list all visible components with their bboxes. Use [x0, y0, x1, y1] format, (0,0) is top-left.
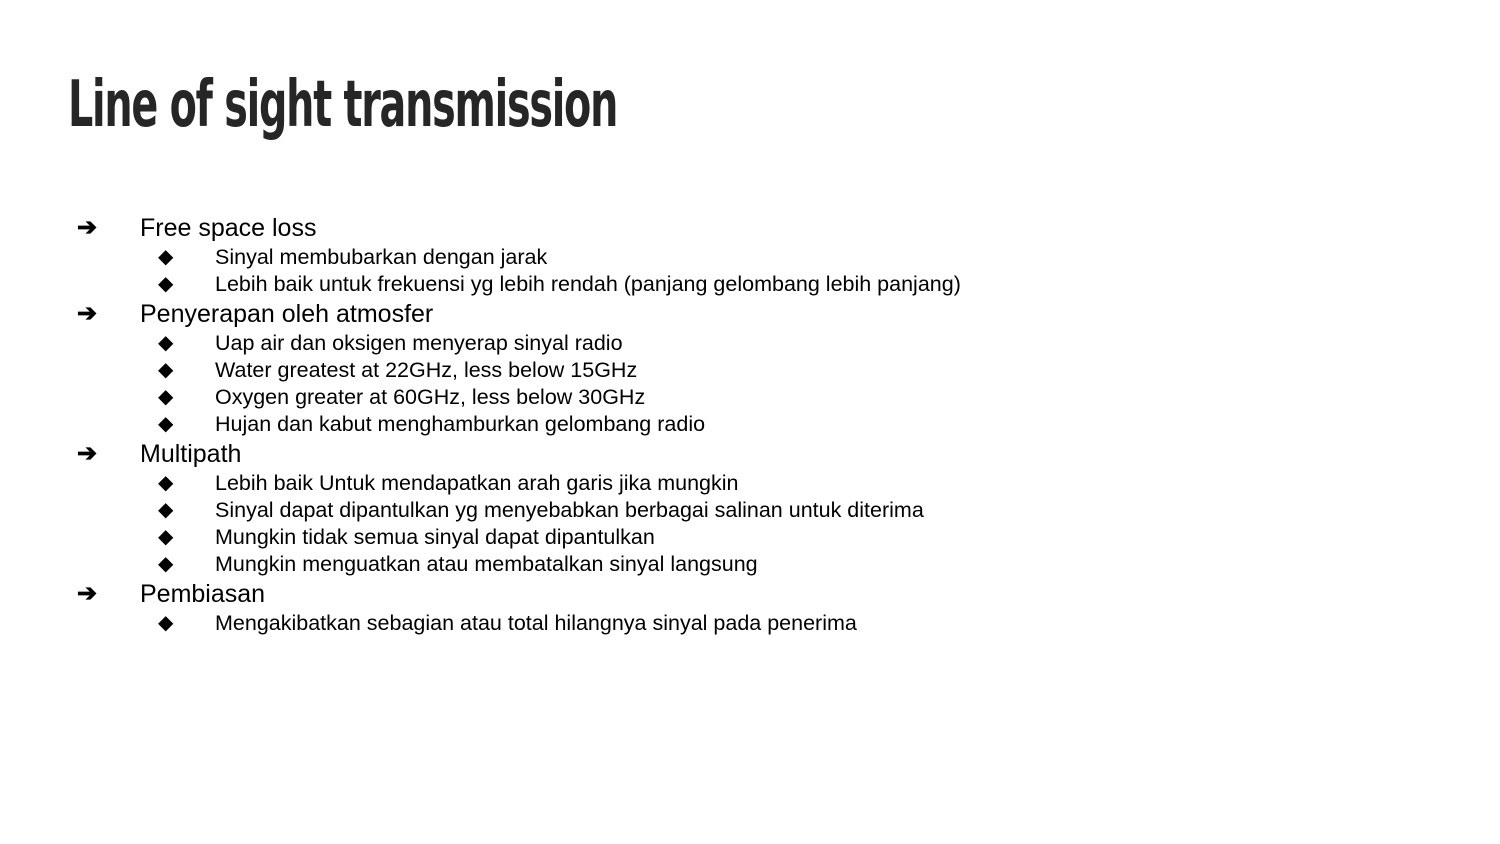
sub-bullet-text: Uap air dan oksigen menyerap sinyal radio — [215, 331, 623, 355]
arrow-bullet-icon: ➔ — [77, 580, 98, 607]
sub-bullet — [0, 271, 1500, 298]
sub-bullet — [0, 524, 1500, 551]
sub-bullet-text: Lebih baik untuk frekuensi yg lebih rendah (panjang gelombang lebih panjang) — [215, 272, 961, 296]
arrow-bullet-icon: ➔ — [77, 440, 98, 467]
diamond-bullet-icon: ◆ — [158, 246, 174, 268]
sub-bullet — [0, 551, 1500, 578]
sub-bullet — [0, 244, 1500, 271]
bullet-penyerapan-oleh-atmosfer — [0, 298, 1500, 330]
diamond-bullet-icon: ◆ — [158, 386, 174, 408]
bullet-text: Pembiasan — [140, 580, 266, 608]
sub-bullet-text: Mungkin menguatkan atau membatalkan sinyal langsung — [215, 552, 758, 576]
sub-bullet-text: Lebih baik Untuk mendapatkan arah garis jika mungkin — [215, 471, 739, 495]
diamond-bullet-icon: ◆ — [158, 553, 174, 575]
bullet-text: Penyerapan oleh atmosfer — [140, 300, 434, 328]
bullet-pembiasan — [0, 578, 1500, 610]
diamond-bullet-icon: ◆ — [158, 472, 174, 494]
diamond-bullet-icon: ◆ — [158, 499, 174, 521]
sub-bullet-text: Water greatest at 22GHz, less below 15GHz — [215, 358, 638, 382]
bullet-multipath — [0, 438, 1500, 470]
sub-bullet-text: Oxygen greater at 60GHz, less below 30GHz — [215, 385, 646, 409]
sub-bullet-text: Mungkin tidak semua sinyal dapat dipantulkan — [215, 525, 655, 549]
diamond-bullet-icon: ◆ — [158, 413, 174, 435]
diamond-bullet-icon: ◆ — [158, 612, 174, 634]
arrow-bullet-icon: ➔ — [77, 300, 98, 327]
sub-bullet-text: Sinyal dapat dipantulkan yg menyebabkan berbagai salinan untuk diterima — [215, 498, 924, 522]
diamond-bullet-icon: ◆ — [158, 332, 174, 354]
sub-bullet — [0, 330, 1500, 357]
bullet-text: Multipath — [140, 440, 242, 468]
arrow-bullet-icon: ➔ — [77, 214, 98, 241]
diamond-bullet-icon: ◆ — [158, 273, 174, 295]
sub-bullet-text: Sinyal membubarkan dengan jarak — [215, 245, 548, 269]
bullet-list — [0, 212, 1500, 637]
sub-bullet — [0, 411, 1500, 438]
sub-bullet-text: Mengakibatkan sebagian atau total hilangnya sinyal pada penerima — [215, 611, 857, 635]
slide-title: Line of sight transmission — [68, 68, 618, 142]
bullet-free-space-loss — [0, 212, 1500, 244]
sub-bullet — [0, 357, 1500, 384]
diamond-bullet-icon: ◆ — [158, 359, 174, 381]
sub-bullet — [0, 497, 1500, 524]
sub-bullet — [0, 470, 1500, 497]
sub-bullet-text: Hujan dan kabut menghamburkan gelombang radio — [215, 412, 706, 436]
bullet-text: Free space loss — [140, 214, 317, 242]
diamond-bullet-icon: ◆ — [158, 526, 174, 548]
sub-bullet — [0, 384, 1500, 411]
sub-bullet — [0, 610, 1500, 637]
